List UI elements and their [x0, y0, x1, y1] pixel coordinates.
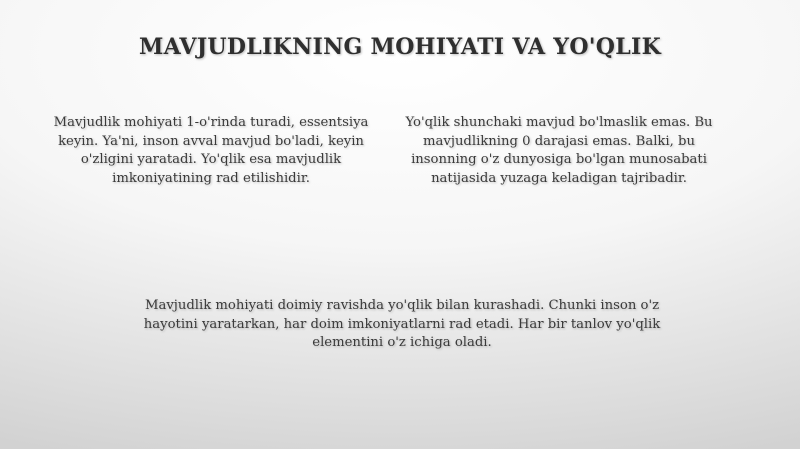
left-paragraph: Mavjudlik mohiyati 1-o'rinda turadi, essentsiya keyin. Ya'ni, inson avval mavjud bo'ladi, keyin o'zligini yaratadi. Yo'qlik esa mavjudlik imkoniyatining rad etilishidir.: [53, 115, 369, 186]
slide-title: MAVJUDLIKNING MOHIYATI VA YO'QLIK: [138, 34, 662, 60]
right-paragraph: Yo'qlik shunchaki mavjud bo'lmaslik emas. Bu mavjudlikning 0 darajasi emas. Balki, bu insonning o'z dunyosiga bo'lgan munosabati natijasida yuzaga keladigan tajribadir.: [405, 115, 713, 186]
bottom-paragraph: Mavjudlik mohiyati doimiy ravishda yo'qlik bilan kurashadi. Chunki inson o'z hayotini yaratarkan, har doim imkoniyatlarni rad etadi. Har bir tanlov yo'qlik elementini o'z ichiga oladi.: [143, 298, 661, 351]
